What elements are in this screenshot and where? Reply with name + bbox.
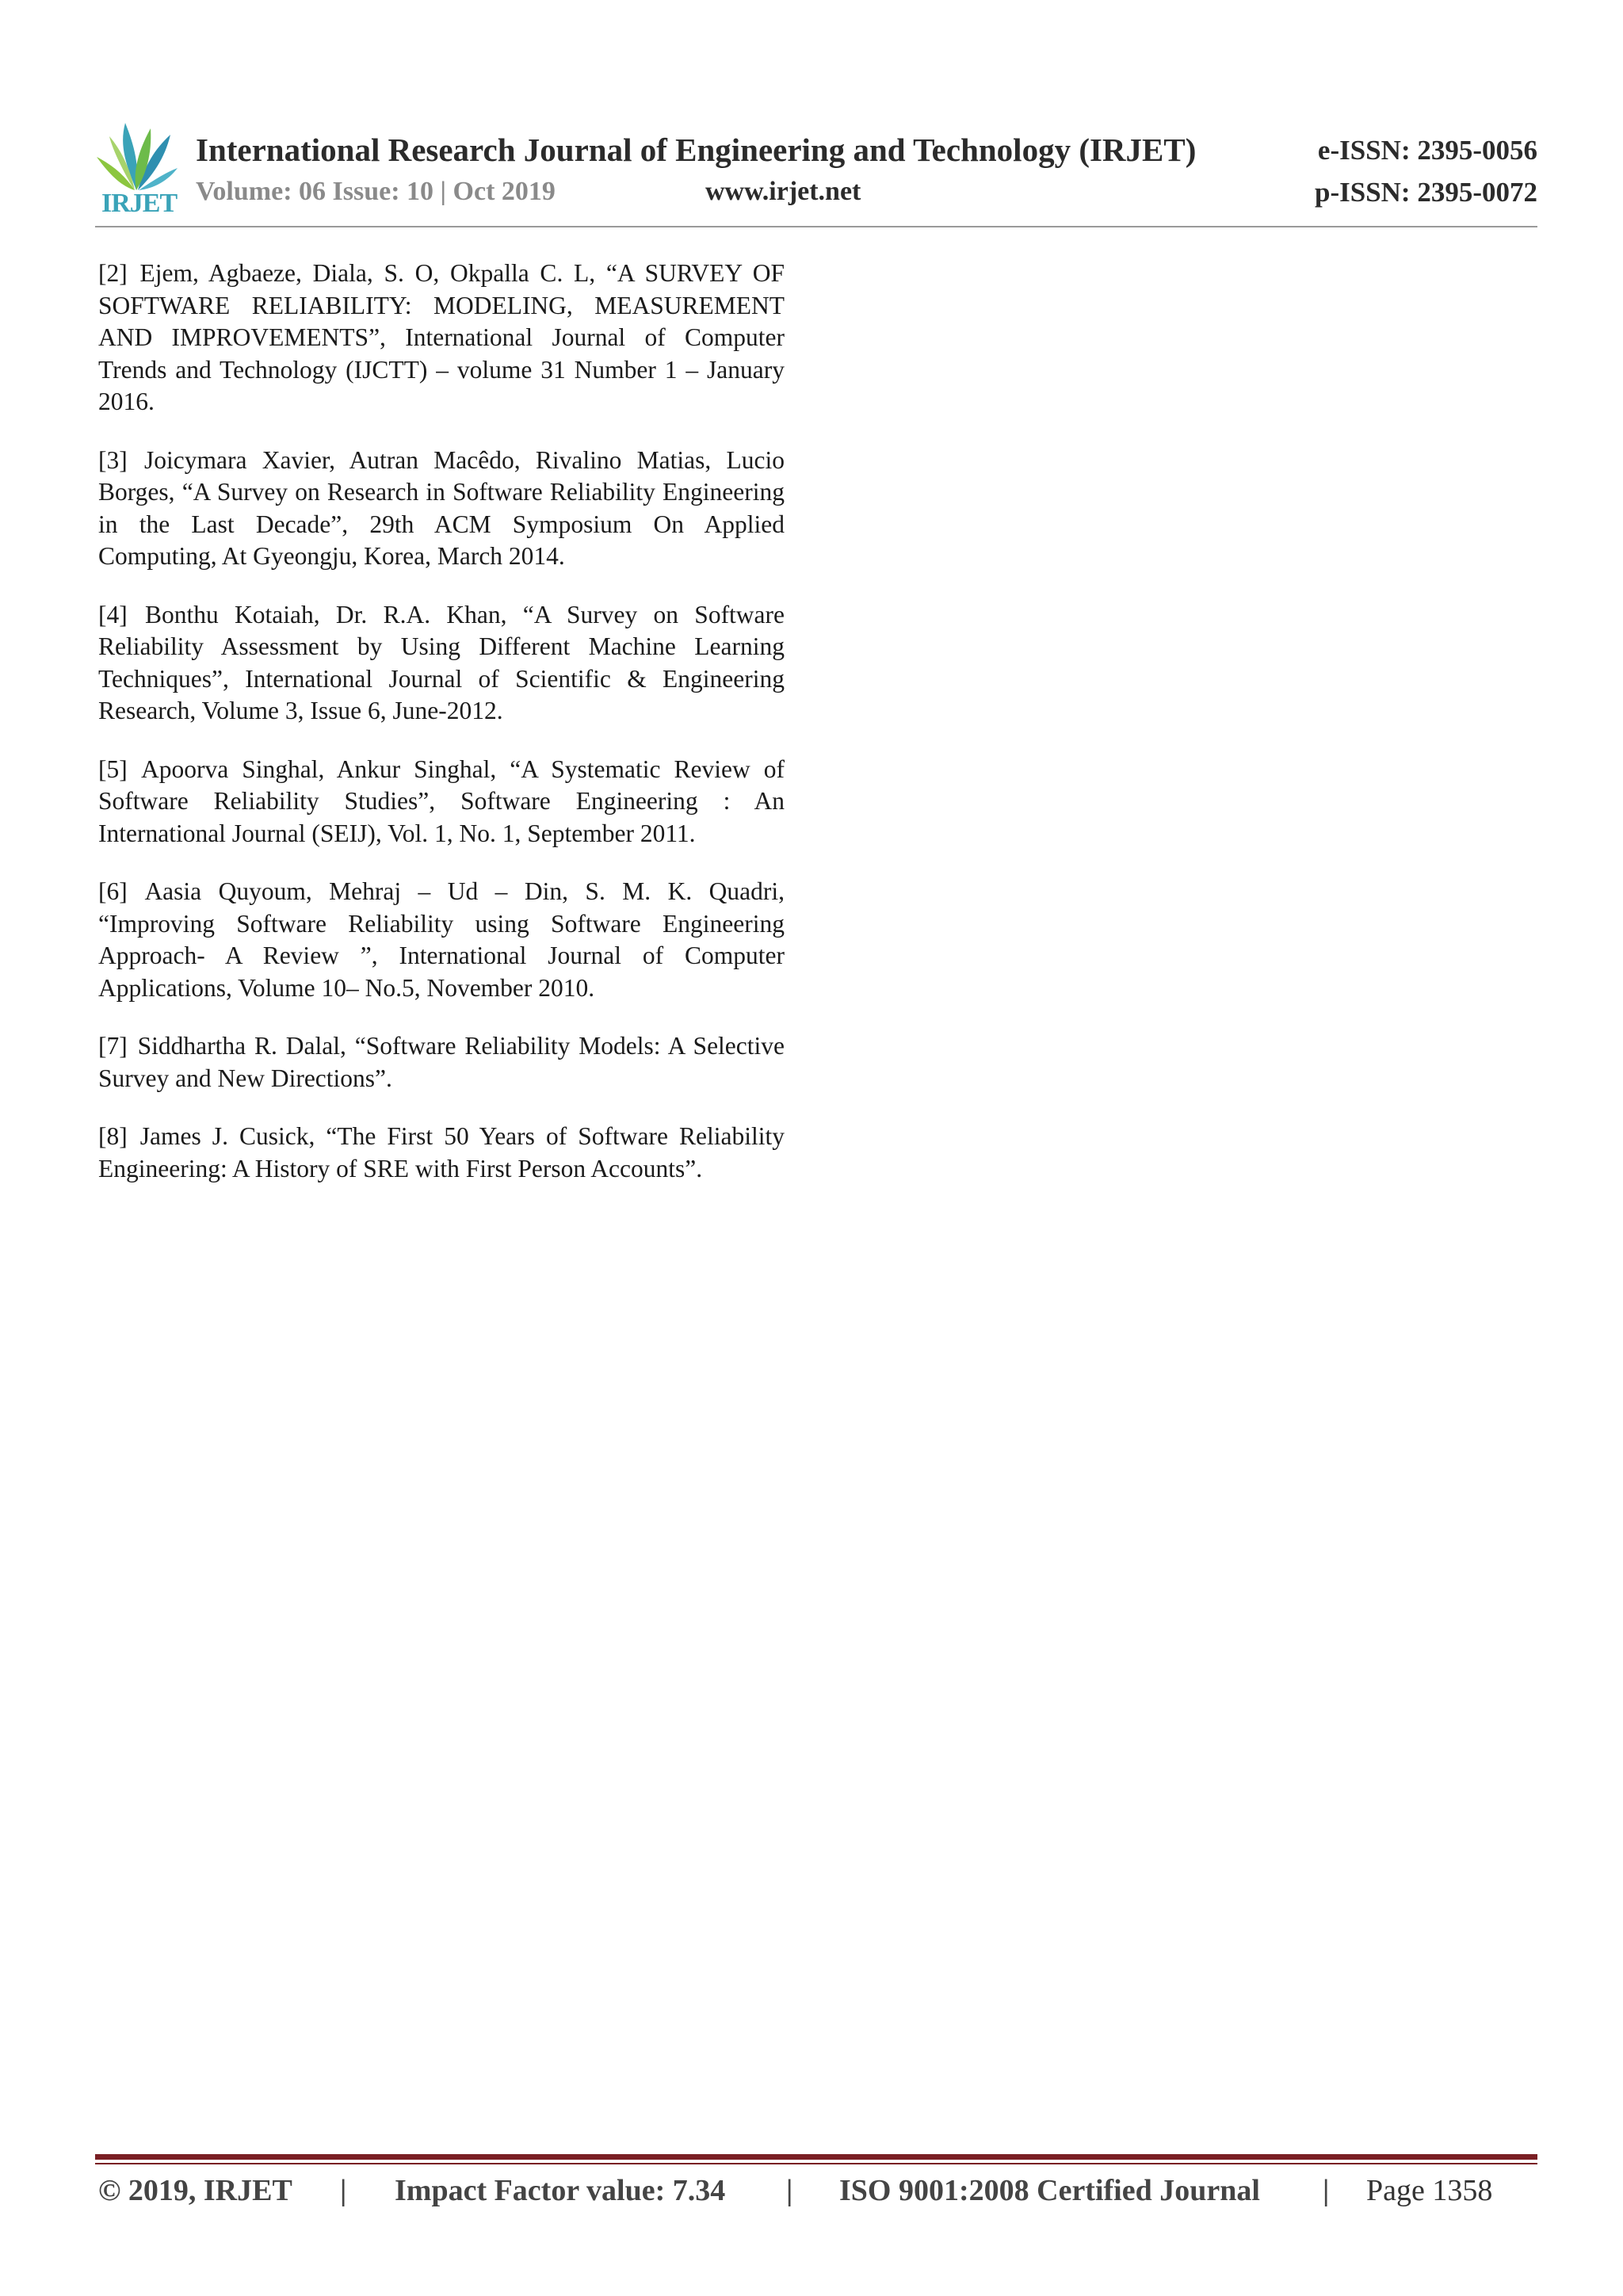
reference-item: [98, 1121, 785, 1185]
footer-page-number: Page 1358: [1366, 2174, 1493, 2207]
footer-divider-thin: [95, 2163, 1537, 2164]
header-divider: [95, 226, 1537, 227]
reference-number: [8]: [98, 1122, 128, 1150]
footer-iso: ISO 9001:2008 Certified Journal: [839, 2174, 1260, 2207]
page-footer: [98, 2173, 1541, 2213]
irjet-logo: [95, 119, 178, 218]
volume-issue: Volume: 06 Issue: 10 | Oct 2019: [196, 177, 556, 206]
footer-divider-thick: [95, 2154, 1537, 2160]
footer-copyright: © 2019, IRJET: [98, 2174, 292, 2207]
reference-text: James J. Cusick, “The First 50 Years of Software Reliability Engineering: A History of SRE with First Person Accounts”.: [98, 1122, 785, 1182]
reference-item: [98, 258, 785, 418]
reference-number: [6]: [98, 877, 128, 905]
reference-item: [98, 1030, 785, 1095]
reference-text: Joicymara Xavier, Autran Macêdo, Rivalino Matias, Lucio Borges, “A Survey on Research in Software Reliability Engineering in the Last Decade”, 29th ACM Symposium On Applied Computing, At Gyeongju, Korea, March 2014.: [98, 445, 785, 570]
reference-item: [98, 445, 785, 573]
reference-text: Bonthu Kotaiah, Dr. R.A. Khan, “A Survey on Software Reliability Assessment by Using Different Machine Learning Techniques”, International Journal of Scientific & Engineering Research, Volume 3, Issue 6, June-2012.: [98, 600, 785, 724]
reference-item: [98, 599, 785, 728]
footer-separator: |: [1323, 2174, 1330, 2207]
reference-number: [4]: [98, 600, 128, 628]
reference-text: Ejem, Agbaeze, Diala, S. O, Okpalla C. L, “A SURVEY OF SOFTWARE RELIABILITY: MODELING, MEASUREMENT AND IMPROVEMENTS”, International Journal of Computer Trends and Technology (IJCTT) – volume 31 Number 1 – January 2016.: [98, 259, 785, 415]
reference-item: [98, 876, 785, 1004]
journal-website[interactable]: www.irjet.net: [705, 177, 861, 206]
references-list: [98, 258, 785, 1211]
reference-text: Aasia Quyoum, Mehraj – Ud – Din, S. M. K. Quadri, “Improving Software Reliability using Software Engineering Approach- A Review ”, International Journal of Computer Applications, Volume 10– No.5, November 2010.: [98, 877, 785, 1002]
footer-impact-factor: Impact Factor value: 7.34: [395, 2174, 726, 2207]
footer-separator: |: [786, 2174, 793, 2207]
reference-number: [7]: [98, 1032, 128, 1060]
journal-title: International Research Journal of Engineering and Technology (IRJET): [196, 132, 1197, 168]
eissn: e-ISSN: 2395-0056: [1317, 135, 1537, 166]
pissn: p-ISSN: 2395-0072: [1314, 177, 1537, 208]
irjet-logo-icon: [95, 119, 178, 194]
reference-number: [5]: [98, 755, 128, 783]
reference-text: Siddhartha R. Dalal, “Software Reliability Models: A Selective Survey and New Directions”.: [98, 1032, 785, 1092]
footer-separator: |: [340, 2174, 347, 2207]
reference-item: [98, 754, 785, 850]
reference-number: [3]: [98, 445, 128, 474]
reference-number: [2]: [98, 259, 128, 287]
reference-text: Apoorva Singhal, Ankur Singhal, “A Systematic Review of Software Reliability Studies”, Software Engineering : An International Journal (SEIJ), Vol. 1, No. 1, September 2011.: [98, 755, 785, 847]
page-header: [95, 111, 1537, 230]
logo-text: IRJET: [101, 189, 178, 218]
